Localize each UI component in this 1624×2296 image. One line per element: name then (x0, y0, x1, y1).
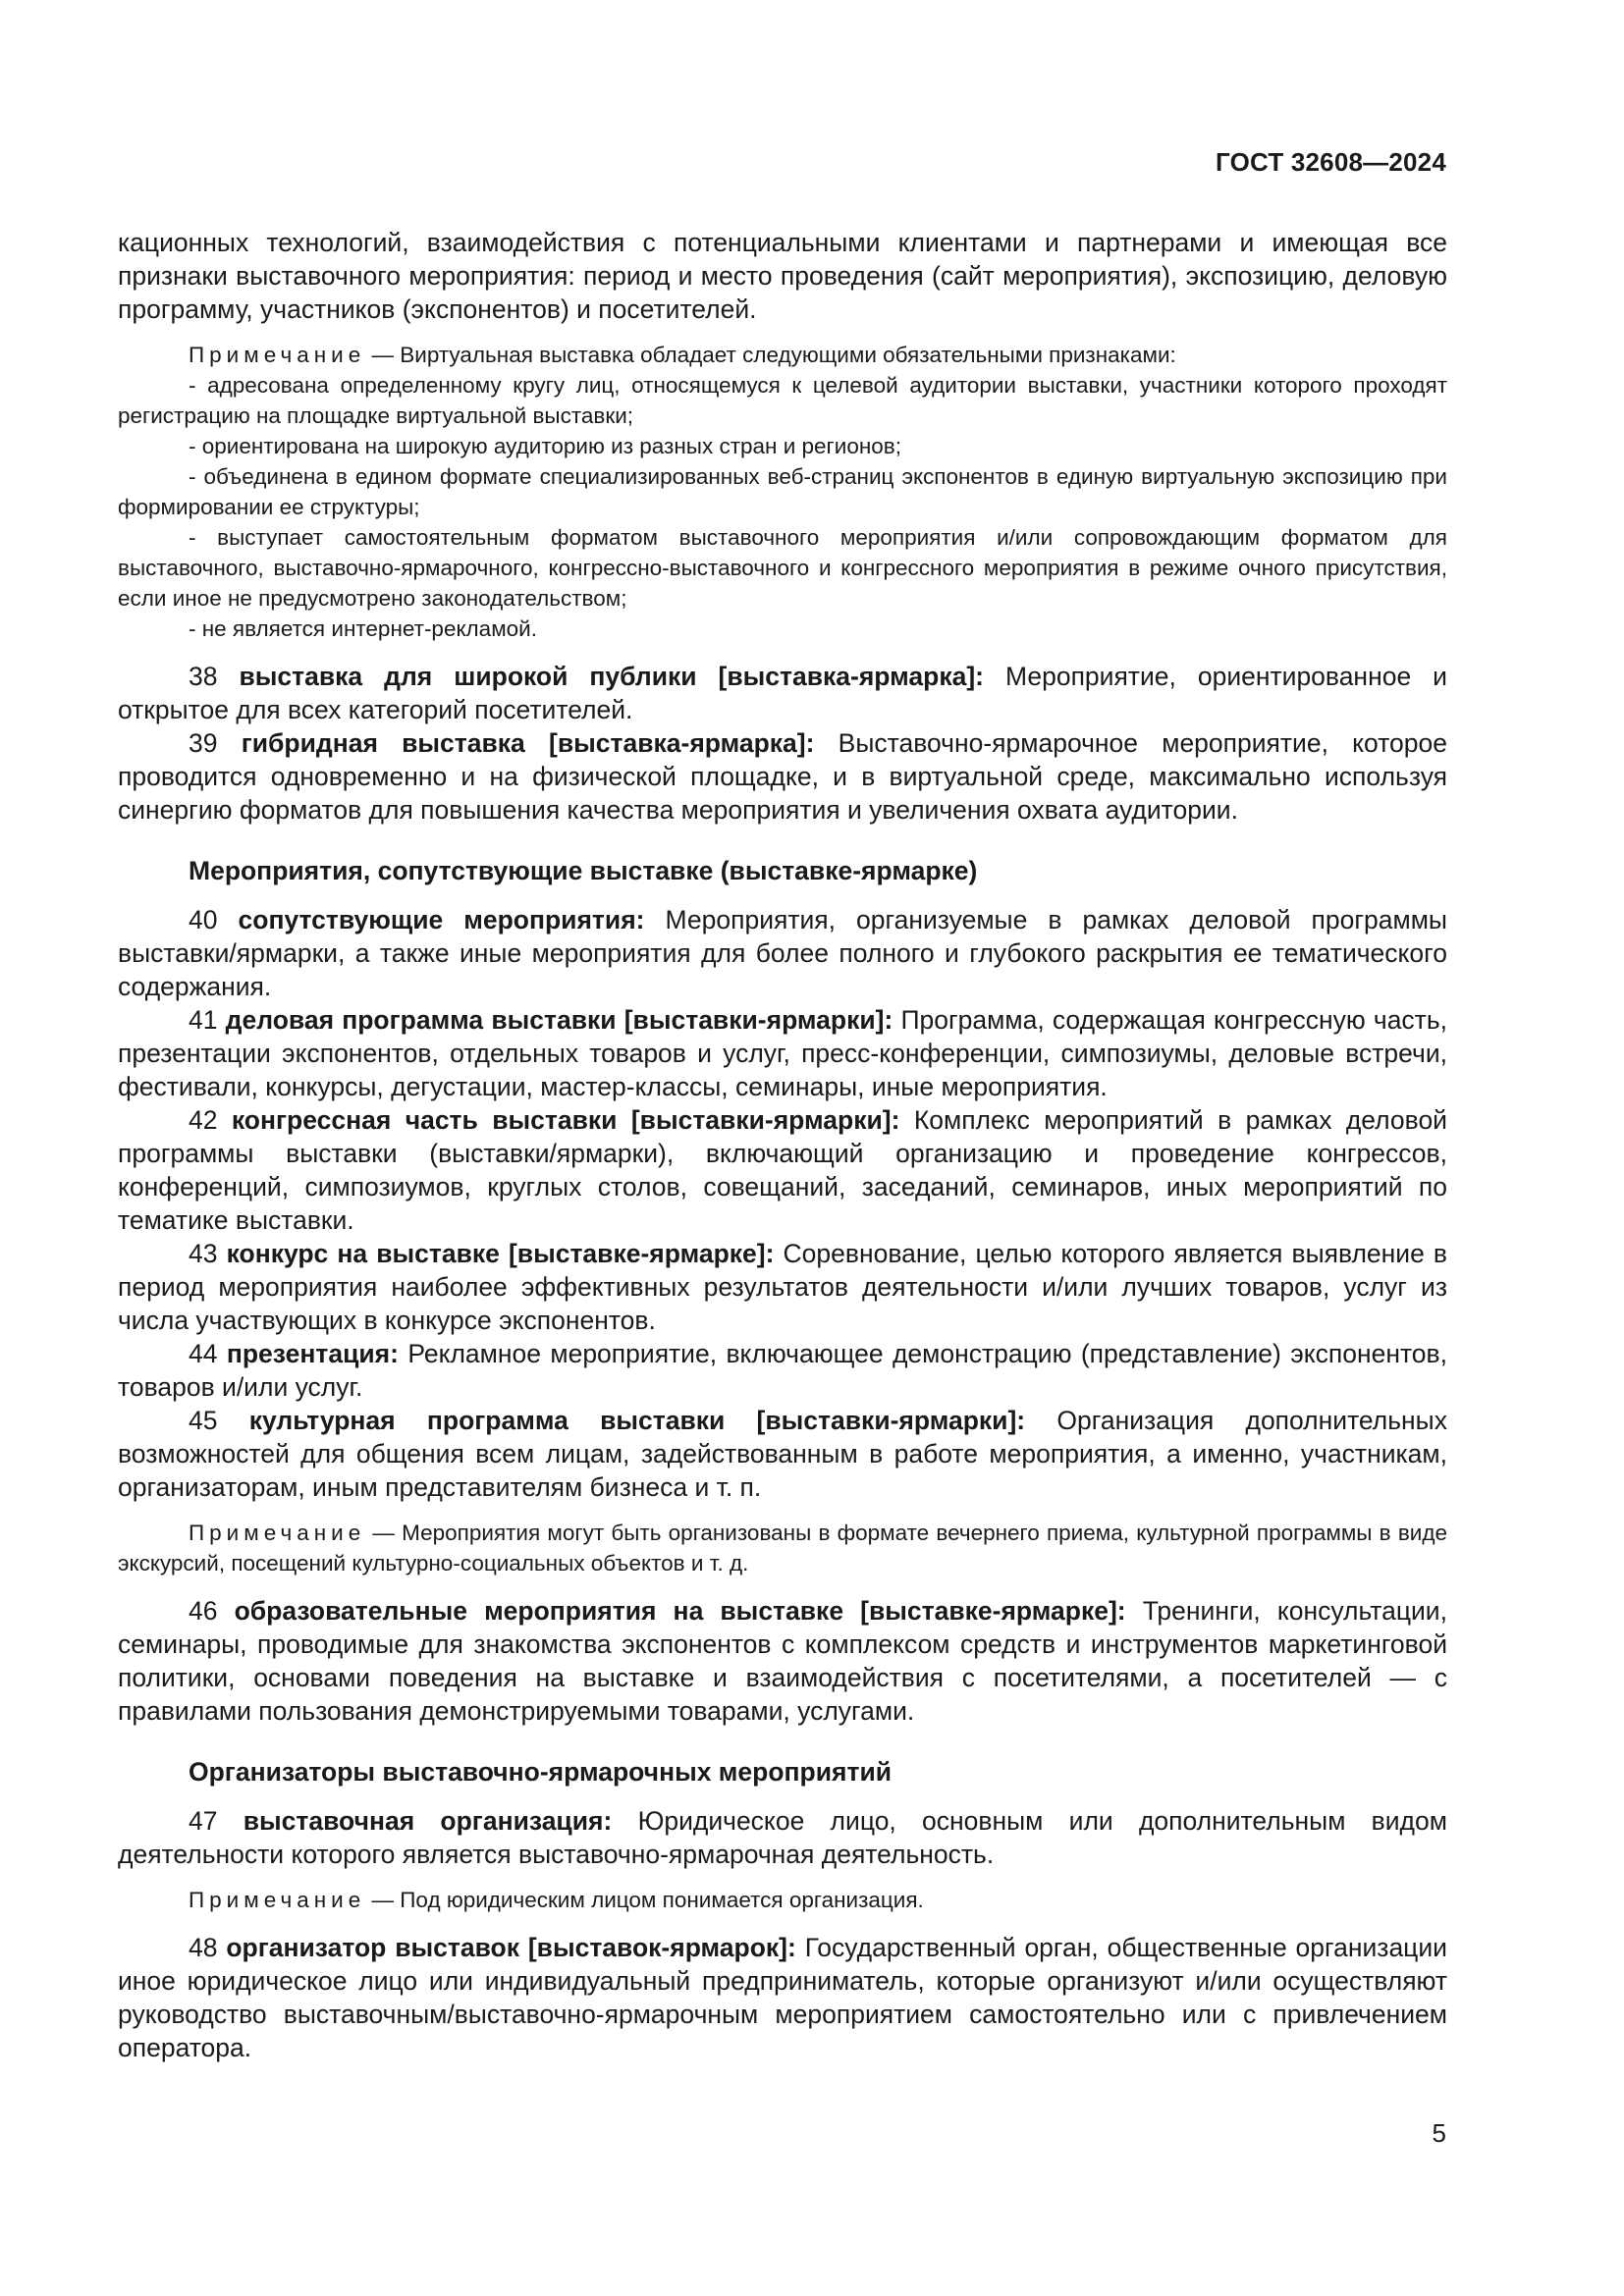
note-line: - выступает самостоятельным форматом выставочного мероприятия и/или сопровождающим форматом для выставочного, выставочно-ярмарочного, конгрессно-выставочного и конгрессного мероприятия в режиме очного присутствия, если иное не предусмотрено законодательством; (118, 525, 1447, 611)
note-line: - не является интернет-рекламой. (189, 616, 538, 641)
term-number: 41 (189, 1005, 218, 1035)
term-number: 46 (189, 1596, 218, 1626)
note-line: - ориентирована на широкую аудиторию из разных стран и регионов; (189, 434, 901, 458)
page-number: 5 (1432, 2118, 1446, 2148)
term-number: 43 (189, 1239, 218, 1268)
note-body: Мероприятия могут быть организованы в формате вечернего приема, культурной программы в виде экскурсий, посещений культурно-социальных объектов и т. д. (118, 1521, 1447, 1575)
section-heading-accompanying-events: Мероприятия, сопутствующие выставке (выставке-ярмарке) (189, 856, 978, 885)
term-number: 40 (189, 905, 218, 934)
note-dash: — (365, 1888, 401, 1912)
term-entry-47 (118, 1804, 1447, 1871)
note-virtual-exhibition (118, 340, 1447, 644)
note-dash: — (365, 343, 401, 367)
note-first-line (118, 340, 1447, 370)
term-definition: Мероприятие, ориентированное и открытое для всех категорий посетителей. (118, 662, 1447, 724)
page-content (118, 226, 1447, 2064)
term-entry-45 (118, 1404, 1447, 1504)
term-entry-40 (118, 903, 1447, 1003)
term-title: организатор выставок [выставок-ярмарок]: (226, 1933, 796, 1962)
term-definition: Программа, содержащая конгрессную часть, презентации экспонентов, отдельных товаров и услуг, пресс-конференции, симпозиумы, деловые встречи, фестивали, конкурсы, дегустации, мастер-классы, семинары, иные мероприятия. (118, 1005, 1447, 1101)
note-text (118, 1885, 1447, 1915)
term-definition: Комплекс мероприятий в рамках деловой программы выставки (выставки/ярмарки), включающий организацию и проведение конгрессов, конференций, симпозиумов, круглых столов, совещаний, заседаний, семинаров, иных мероприятий по тематике выставки. (118, 1105, 1447, 1235)
term-title: культурная программа выставки [выставки-ярмарки]: (248, 1406, 1026, 1435)
term-definition: Государственный орган, общественные организации иное юридическое лицо или индивидуальный предприниматель, которые организуют и/или осуществляют руководство выставочным/выставочно-ярмарочным мероприятием самостоятельно или с привлечением оператора. (118, 1933, 1447, 2062)
note-text (118, 1518, 1447, 1578)
term-number: 39 (189, 728, 218, 758)
term-title: деловая программа выставки [выставки-ярмарки]: (225, 1005, 893, 1035)
term-title: презентация: (226, 1339, 399, 1368)
term-definition: Юридическое лицо, основным или дополнительным видом деятельности которого является выставочно-ярмарочная деятельность. (118, 1806, 1447, 1869)
term-title: гибридная выставка [выставка-ярмарка]: (241, 728, 815, 758)
term-number: 42 (189, 1105, 218, 1135)
note-line: - объединена в едином формате специализированных веб-страниц экспонентов в единую виртуальную экспозицию при формировании ее структуры; (118, 464, 1447, 519)
note-legal-entity (118, 1885, 1447, 1915)
term-entry-46 (118, 1594, 1447, 1728)
document-code-header: ГОСТ 32608—2024 (1216, 147, 1446, 177)
term-number: 47 (189, 1806, 218, 1836)
note-label: Примечание (189, 1888, 366, 1912)
note-label: Примечание (189, 343, 366, 367)
term-entry-43 (118, 1237, 1447, 1337)
note-body: Под юридическим лицом понимается организация. (400, 1888, 924, 1912)
note-cultural-program (118, 1518, 1447, 1578)
term-number: 45 (189, 1406, 218, 1435)
term-number: 44 (189, 1339, 218, 1368)
term-title: выставка для широкой публики [выставка-ярмарка]: (239, 662, 984, 691)
note-line: Виртуальная выставка обладает следующими обязательными признаками: (400, 343, 1176, 367)
term-title: образовательные мероприятия на выставке [выставке-ярмарке]: (234, 1596, 1126, 1626)
term-definition: Мероприятия, организуемые в рамках деловой программы выставки/ярмарки, а также иные мероприятия для более полного и глубокого раскрытия ее тематического содержания. (118, 905, 1447, 1001)
note-dash: — (365, 1521, 403, 1545)
term-definition: Соревнование, целью которого является выявление в период мероприятия наиболее эффективных результатов деятельности и/или лучших товаров, услуг из числа участвующих в конкурсе экспонентов. (118, 1239, 1447, 1335)
term-title: конкурс на выставке [выставке-ярмарке]: (226, 1239, 775, 1268)
term-definition: Выставочно-ярмарочное мероприятие, которое проводится одновременно и на физической площадке, и в виртуальной среде, максимально используя синергию форматов для повышения качества мероприятия и увеличения охвата аудитории. (118, 728, 1447, 825)
term-definition: Тренинги, консультации, семинары, проводимые для знакомства экспонентов с комплексом средств и инструментов маркетинговой политики, основами поведения на выставке и взаимодействия с посетителями, а посетителей — с правилами пользования демонстрируемыми товарами, услугами. (118, 1596, 1447, 1726)
term-definition: Рекламное мероприятие, включающее демонстрацию (представление) экспонентов, товаров и/или услуг. (118, 1339, 1447, 1402)
term-entry-41 (118, 1003, 1447, 1103)
term-entry-38 (118, 660, 1447, 726)
term-number: 38 (189, 662, 218, 691)
term-entry-44 (118, 1337, 1447, 1404)
term-entry-39 (118, 726, 1447, 827)
term-title: выставочная организация: (243, 1806, 613, 1836)
term-title: конгрессная часть выставки [выставки-ярмарки]: (231, 1105, 900, 1135)
note-line: - адресована определенному кругу лиц, относящемуся к целевой аудитории выставки, участники которого проходят регистрацию на площадке виртуальной выставки; (118, 373, 1447, 428)
term-entry-42 (118, 1103, 1447, 1237)
term-entry-48 (118, 1931, 1447, 2064)
term-number: 48 (189, 1933, 218, 1962)
section-heading-organizers: Организаторы выставочно-ярмарочных мероприятий (189, 1757, 893, 1787)
intro-paragraph: кационных технологий, взаимодействия с потенциальными клиентами и партнерами и имеющая все признаки выставочного мероприятия: период и место проведения (сайт мероприятия), экспозицию, деловую программу, участников (экспонентов) и посетителей. (118, 228, 1447, 324)
term-definition: Организация дополнительных возможностей для общения всем лицам, задействованным в работе мероприятия, а именно, участникам, организаторам, иным представителям бизнеса и т. п. (118, 1406, 1447, 1502)
term-title: сопутствующие мероприятия: (238, 905, 645, 934)
note-label: Примечание (189, 1521, 366, 1545)
